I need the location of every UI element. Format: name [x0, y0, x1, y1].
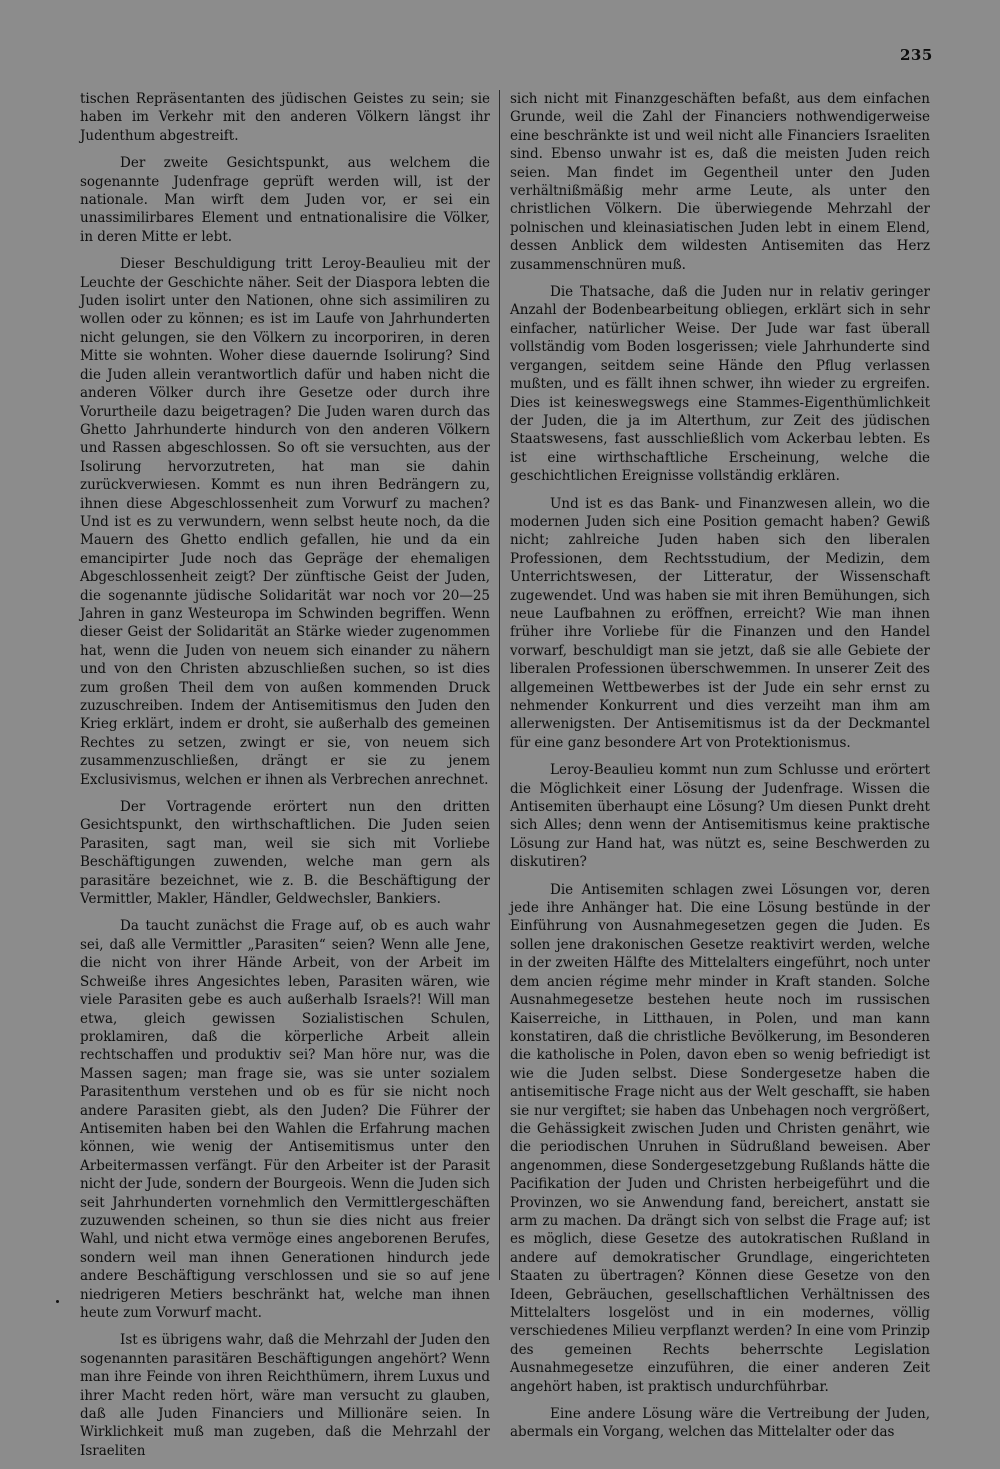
paragraph: Und ist es das Bank- und Finanzwesen allein, wo die modernen Juden sich eine Position gemacht haben? Gewiß nicht; zahlreiche Juden haben sich den liberalen Professionen, dem Rechtsstudium, der Medizin, dem Unterrichtswesen, der Litteratur, der Wissenschaft zugewendet. Und was haben sie mit ihren Bemühungen, sich neue Laufbahnen zu eröffnen, erreicht? Wie man ihnen früher ihre Vorliebe für die Finanzen und den Handel vorwarf, beschuldigt man sie jetzt, daß sie alle Gebiete der liberalen Professionen überschwemmen. In unserer Zeit des allgemeinen Wettbewerbes ist der Jude ein sehr ernst zu nehmender Konkurrent und dies verzeiht man ihm am allerwenigsten. Der Antisemitismus ist da der Deckmantel für eine ganz besondere Art von Protektionismus.: [510, 495, 930, 751]
paragraph: Da taucht zunächst die Frage auf, ob es auch wahr sei, daß alle Vermittler „Parasiten“ seien? Wenn alle Jene, die nicht von ihrer Hände Arbeit, von der Arbeit im Schweiße ihres Angesichtes leben, Parasiten wären, wie viele Parasiten gebe es auch außerhalb Israels?! Will man etwa, gleich gewissen Sozialistischen Schulen, proklamiren, daß die körperliche Arbeit allein rechtschaffen und produktiv sei? Man höre nur, was die Massen sagen; man frage sie, was sie unter sozialem Parasitenthum verstehen und ob es für sie nicht noch andere Parasiten giebt, als den Juden? Die Führer der Antisemiten haben bei den Wahlen die Erfahrung machen können, wie wenig der Antisemitismus unter den Arbeitermassen verfängt. Für den Arbeiter ist der Parasit nicht der Jude, sondern der Bourgeois. Wenn die Juden sich seit Jahrhunderten vornehmlich den Vermittlergeschäften zuzuwenden scheinen, so thun sie dies nicht aus freier Wahl, und nicht etwa vermöge eines angeborenen Berufes, sondern weil man ihnen Generationen hindurch jede andere Beschäftigung verschlossen und sie so auf jene niedrigeren Metiers beschränkt hat, welche man ihnen heute zum Vorwurf macht.: [80, 918, 490, 1321]
paragraph: Dieser Beschuldigung tritt Leroy-Beaulieu mit der Leuchte der Geschichte näher. Seit der Diaspora lebten die Juden isolirt unter den Nationen, ohne sich assimiliren zu wollen oder zu können; es ist im Laufe von Jahrhunderten nicht gelungen, sie den Völkern zu incorporiren, in deren Mitte sie wohnten. Woher diese dauernde Isolirung? Sind die Juden allein verantwortlich dafür und haben nicht die anderen Völker durch ihre Gesetze oder durch ihre Vorurtheile dazu beigetragen? Die Juden waren durch das Ghetto Jahrhunderte hindurch von den anderen Völkern und Rassen abgeschlossen. So oft sie versuchten, aus der Isolirung hervorzutreten, hat man sie dahin zurückverwiesen. Kommt es nun ihren Bedrängern zu, ihnen diese Abgeschlossenheit zum Vorwurf zu machen? Und ist es zu verwundern, wenn selbst heute noch, da die Mauern des Ghetto endlich gefallen, hie und da ein emancipirter Jude noch das Gepräge der ehemaligen Abgeschlossenheit zeigt? Der zünftische Geist der Juden, die sogenannte jüdische Solidarität war noch vor 20—25 Jahren in ganz Westeuropa im Schwinden begriffen. Wenn dieser Geist der Solidarität an Stärke wieder zugenommen hat, wenn die Juden von neuem sich einander zu nähern und von den Christen abzuschließen suchen, so ist dies zum großen Theil dem von außen kommenden Druck zuzuschreiben. Indem der Antisemitismus den Juden den Krieg erklärt, indem er droht, sie außerhalb des gemeinen Rechtes zu setzen, zwingt er sie, von neuem sich zusammenzuschließen, drängt er sie zu jenem Exclusivismus, welchen er ihnen als Verbrechen anrechnet.: [80, 256, 490, 788]
paragraph: Die Antisemiten schlagen zwei Lösungen vor, deren jede ihre Anhänger hat. Die eine Lösung bestünde in der Einführung von Ausnahmegesetzen gegen die Juden. Es sollen jene drakonischen Gesetze reaktivirt werden, welche in der zweiten Hälfte des Mittelalters eingeführt, noch unter dem ancien régime mehr minder in Kraft standen. Solche Ausnahmegesetze bestehen heute noch im russischen Kaiserreiche, in Litthauen, in Polen, und man kann konstatiren, daß die christliche Bevölkerung, im Besonderen die katholische in Polen, davon eben so wenig befriedigt ist wie die Juden selbst. Diese Sondergesetze haben die antisemitische Frage nicht aus der Welt geschafft, sie haben sie nur vergiftet; sie haben das Unbehagen noch vergrößert, die Gehässigkeit zwischen Juden und Christen genährt, wie die periodischen Unruhen in Südrußland beweisen. Aber angenommen, diese Sondergesetzgebung Rußlands hätte die Pacifikation der Juden und Christen herbeigeführt und die Provinzen, wo sie Anwendung fand, bereichert, anstatt sie arm zu machen. Da drängt sich von selbst die Frage auf; ist es möglich, diese Gesetze des autokratischen Rußland in andere auf demokratischer Grundlage, eingerichteten Staaten zu übertragen? Können diese Gesetze von den Ideen, Gebräuchen, gesellschaftlichen Verhältnissen des Mittelalters losgelöst und in ein modernes, völlig verschiedenes Milieu verpflanzt werden? In eine vom Prinzip des gemeinen Rechts beherrschte Legislation Ausnahmegesetze einzuführen, die einer anderen Zeit angehört haben, ist praktisch undurchführbar.: [510, 881, 930, 1395]
column-divider: [499, 90, 500, 1280]
paragraph: tischen Repräsentanten des jüdischen Geistes zu sein; sie haben im Verkehr mit den anderen Völkern längst ihr Judenthum abgestreift.: [80, 91, 490, 144]
paragraph: Eine andere Lösung wäre die Vertreibung der Juden, abermals ein Vorgang, welchen das Mittelalter oder das: [510, 1406, 930, 1441]
left-column: [80, 90, 490, 1469]
paragraph: Der zweite Gesichtspunkt, aus welchem die sogenannte Judenfrage geprüft werden will, ist der nationale. Man wirft dem Juden vor, er sei ein unassimilirbares Element und entnationalisire die Völker, in deren Mitte er lebt.: [80, 155, 490, 245]
paragraph: sich nicht mit Finanzgeschäften befaßt, aus dem einfachen Grunde, weil die Zahl der Financiers nothwendigerweise eine beschränkte ist und weil nicht alle Financiers Israeliten sind. Ebenso unwahr ist es, daß die meisten Juden reich seien. Man findet im Gegentheil unter den Juden verhältnißmäßig mehr arme Leute, als unter den christlichen Völkern. Die überwiegende Mehrzahl der polnischen und kleinasiatischen Juden lebt in einem Elend, dessen Anblick dem wildesten Antisemiten das Herz zusammenschnüren muß.: [510, 91, 930, 273]
paragraph: Ist es übrigens wahr, daß die Mehrzahl der Juden den sogenannten parasitären Beschäftigungen angehört? Wenn man ihre Feinde von ihren Reichthümern, ihrem Luxus und ihrer Macht reden hört, wäre man versucht zu glauben, daß alle Juden Financiers und Millionäre seien. In Wirklichkeit muß man zugeben, daß die Mehrzahl der Israeliten: [80, 1332, 490, 1459]
paragraph: Der Vortragende erörtert nun den dritten Gesichtspunkt, den wirthschaftlichen. Die Juden seien Parasiten, sagt man, weil sie sich mit Vorliebe Beschäftigungen zuwenden, welche man gern als parasitäre bezeichnet, wie z. B. die Beschäftigung der Vermittler, Makler, Händler, Geldwechsler, Bankiers.: [80, 799, 490, 908]
paragraph: Leroy-Beaulieu kommt nun zum Schlusse und erörtert die Möglichkeit einer Lösung der Judenfrage. Wissen die Antisemiten überhaupt eine Lösung? Um diesen Punkt dreht sich Alles; denn wenn der Antisemitismus keine praktische Lösung zur Hand hat, was nützt es, seine Beschwerden zu diskutiren?: [510, 762, 930, 871]
right-column: [510, 90, 930, 1451]
print-speck: [56, 1300, 59, 1303]
page-number: 235: [900, 46, 933, 64]
paragraph: Die Thatsache, daß die Juden nur in relativ geringer Anzahl der Bodenbearbeitung obliegen, erklärt sich in sehr einfacher, natürlicher Weise. Der Jude war fast überall vollständig vom Boden losgerissen; viele Jahrhunderte sind vergangen, seitdem seine Hände den Pflug verlassen mußten, und es fällt ihnen schwer, ihn wieder zu ergreifen. Dies ist keineswegswegs eine Stammes-Eigenthümlichkeit der Juden, die ja im Alterthum, zur Zeit des jüdischen Staatswesens, fast ausschließlich vom Ackerbau lebten. Es ist eine wirthschaftliche Erscheinung, welche die geschichtlichen Ereignisse vollständig erklären.: [510, 284, 930, 485]
